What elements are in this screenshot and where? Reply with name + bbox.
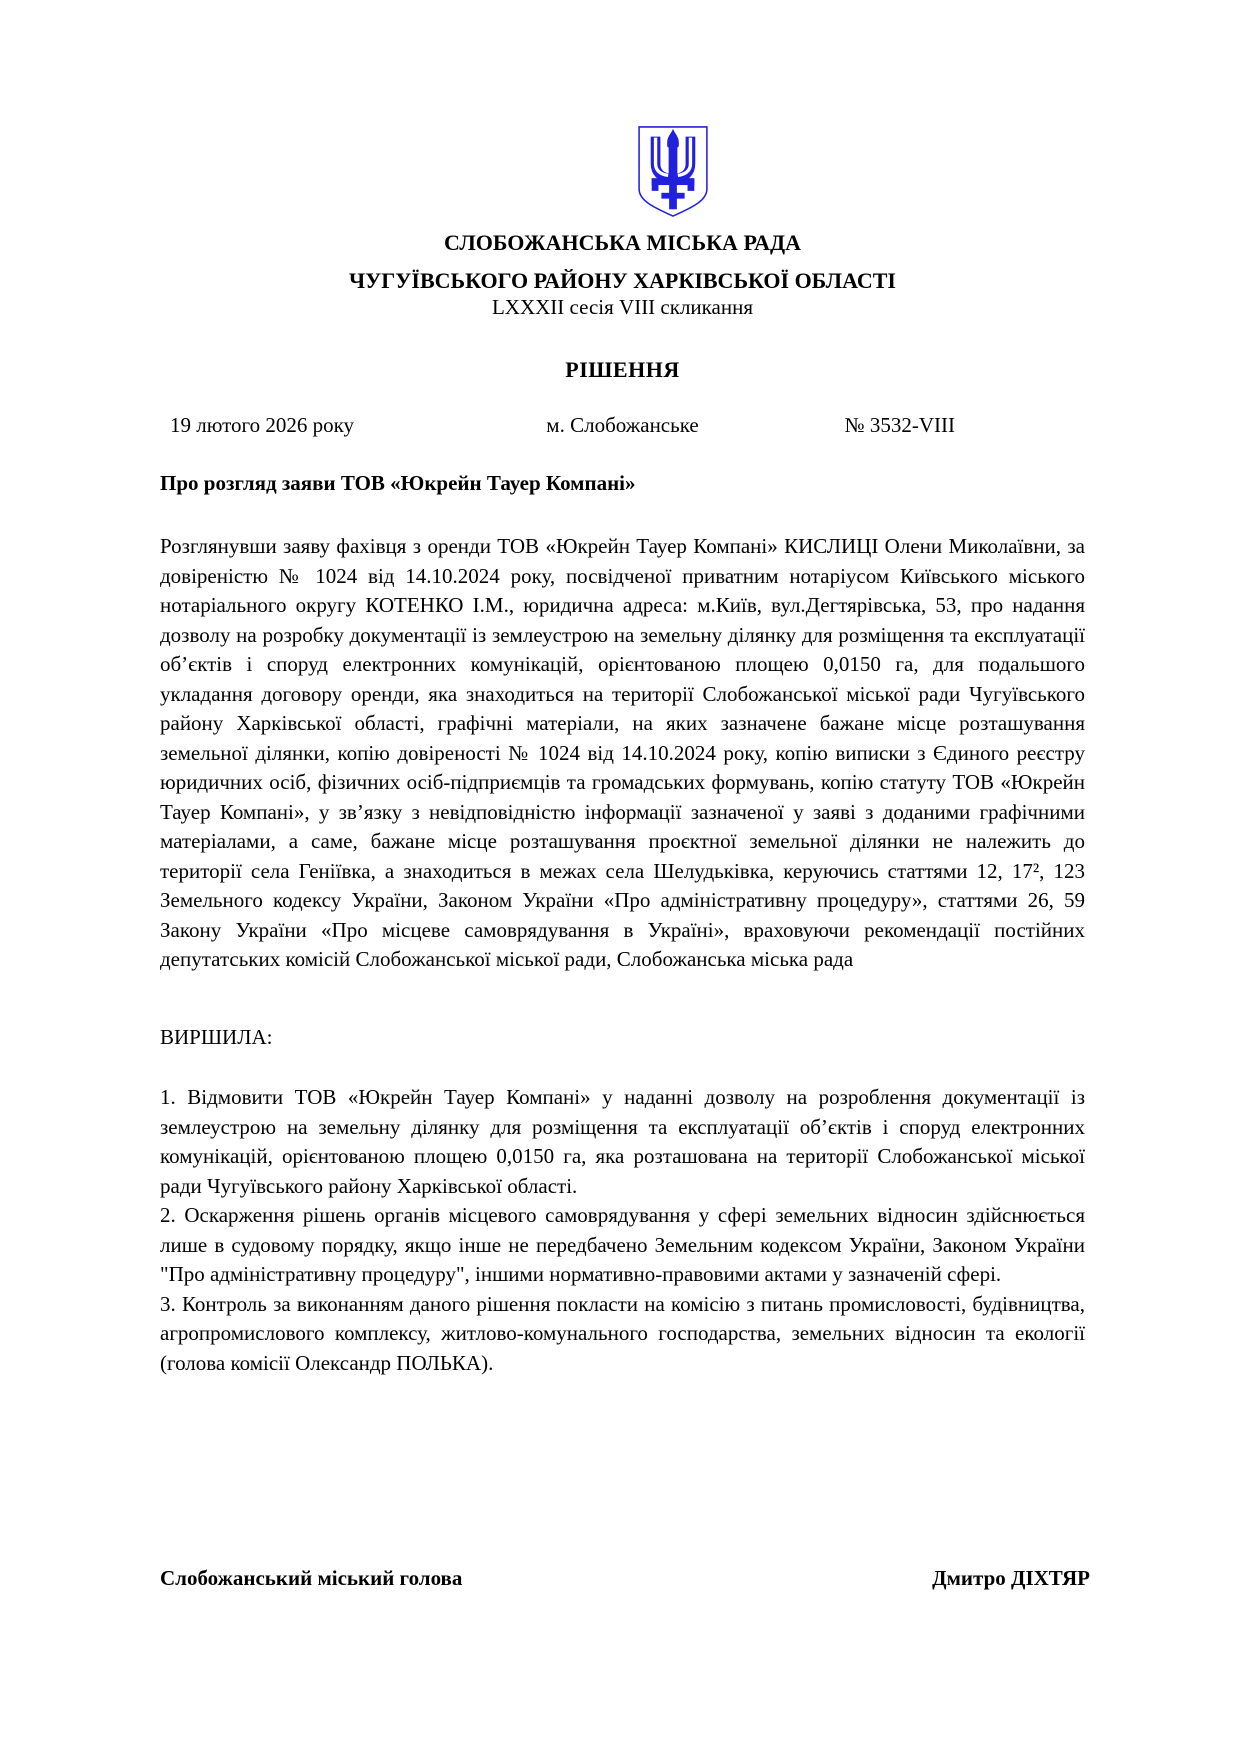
resolution-item-2: 2. Оскарження рішень органів місцевого самоврядування у сфері земельних відносин здійснюється лише в судовому порядку, якщо інше не передбачено Земельним кодексом України, Законом України "Про адміністративну процедуру", іншими нормативно-правовими актами у зазначеній сфері.: [160, 1203, 1085, 1286]
decision-subject: Про розгляд заяви ТОВ «Юкрейн Тауер Компані»: [160, 471, 636, 495]
preamble-paragraph: Розглянувши заяву фахівця з оренди ТОВ «Юкрейн Тауер Компані» КИСЛИЦІ Олени Миколаївни, за довіреністю № 1024 від 14.10.2024 року, посвідченої приватним нотаріусом Київського міського нотаріального округу КОТЕНКО І.М., юридична адреса: м.Київ, вул.Дегтярівська, 53, про надання дозволу на розробку документації із землеустрою на земельну ділянку для розміщення та експлуатації об’єктів і споруд електронних комунікацій, орієнтованою площею 0,0150 га, для подальшого укладання договору оренди, яка знаходиться на території Слобожанської міської ради Чугуївського району Харківської області, графічні матеріали, на яких зазначене бажане місце розташування земельної ділянки, копію довіреності № 1024 від 14.10.2024 року, копію виписки з Єдиного реєстру юридичних осіб, фізичних осіб-підприємців та громадських формувань, копію статуту ТОВ «Юкрейн Тауер Компані», у зв’язку з невідповідністю інформації зазначеної у заяві з доданими графічними матеріалами, а саме, бажане місце розташування проєктної земельної ділянки не належить до території села Геніївка, а знаходиться в межах села Шелудьківка, керуючись статтями 12, 17², 123 Земельного кодексу України, Законом України «Про адміністративну процедуру», статтями 26, 59 Закону України «Про місцеве самоврядування в Україні», враховуючи рекомендації постійних депутатських комісій Слобожанської міської ради, Слобожанська міська рада: [160, 534, 1085, 971]
decision-date: 19 лютого 2026 року: [170, 413, 355, 437]
decision-number: № 3532-VIII: [844, 413, 955, 437]
signatory-name: Дмитро ДІХТЯР: [932, 1566, 1090, 1590]
session-line: LXXXII сесія VIII скликання: [491, 295, 754, 319]
resolution-item-1: 1. Відмовити ТОВ «Юкрейн Тауер Компані» у наданні дозволу на розроблення документації із землеустрою на земельну ділянку для розміщення та експлуатації об’єктів і споруд електронних комунікацій, орієнтованою площею 0,0150 га, яка розташована на території Слобожанської міської ради Чугуївського району Харківської області.: [160, 1085, 1085, 1198]
decision-place: м. Слобожанське: [546, 413, 699, 437]
signatory-position: Слобожанський міський голова: [160, 1566, 463, 1590]
ukraine-trident-icon: [634, 125, 712, 218]
meta-row: [160, 412, 1085, 438]
district-name: ЧУГУЇВСЬКОГО РАЙОНУ ХАРКІВСЬКОЇ ОБЛАСТІ: [348, 268, 896, 293]
resolution-items: [160, 1083, 1085, 1378]
signature-row: [160, 1565, 1090, 1591]
emblem-container: [210, 125, 1135, 218]
document-type-title: РІШЕННЯ: [565, 357, 680, 382]
council-name: СЛОБОЖАНСЬКА МІСЬКА РАДА: [444, 230, 801, 255]
resolution-item-3: 3. Контроль за виконанням даного рішення покласти на комісію з питань промисловості, будівництва, агропромислового комплексу, житлово-комунального господарства, земельних відносин та екології (голова комісії Олександр ПОЛЬКА).: [160, 1291, 1085, 1375]
resolved-label: ВИРШИЛА:: [160, 1024, 273, 1049]
